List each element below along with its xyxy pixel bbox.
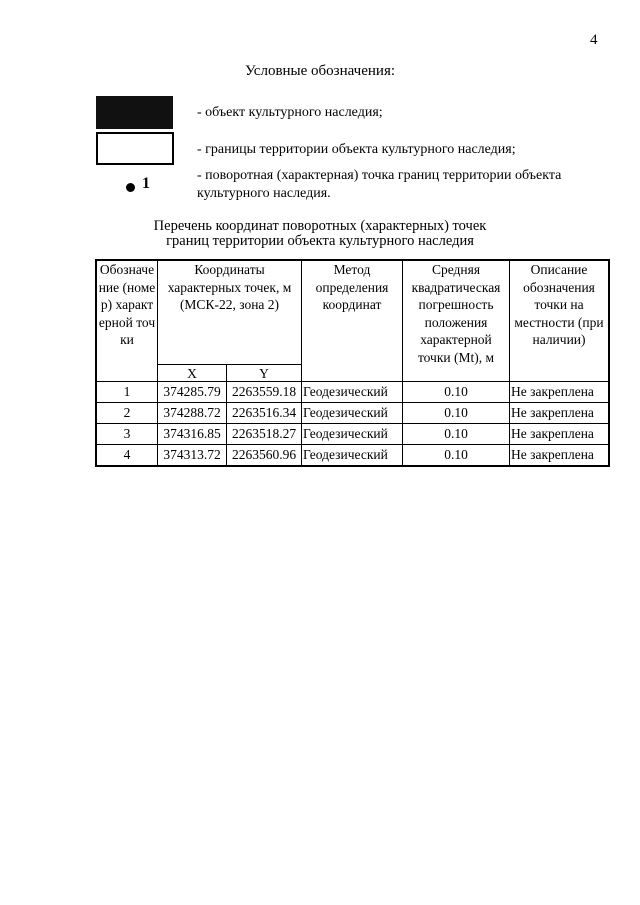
cell-description: Не закреплена bbox=[510, 424, 610, 445]
coordinates-list-title-line2: границ территории объекта культурного наследия bbox=[166, 233, 474, 249]
legend-item-heritage-object: - объект культурного наследия; bbox=[197, 105, 383, 120]
header-description: Описание обозначения точки на местности (при наличии) bbox=[510, 260, 610, 382]
heritage-object-swatch bbox=[96, 96, 173, 129]
cell-method: Геодезический bbox=[302, 445, 403, 467]
table-row bbox=[96, 403, 609, 424]
page-number: 4 bbox=[590, 32, 598, 48]
table-row bbox=[96, 445, 609, 467]
cell-point-id: 1 bbox=[96, 382, 158, 403]
legend-item-territory-boundary: - границы территории объекта культурного наследия; bbox=[197, 142, 516, 157]
cell-x: 374285.79 bbox=[158, 382, 227, 403]
coordinates-list-title-line1: Перечень координат поворотных (характерных) точек bbox=[153, 218, 487, 234]
table-row bbox=[96, 424, 609, 445]
cell-point-id: 3 bbox=[96, 424, 158, 445]
cell-error: 0.10 bbox=[403, 424, 510, 445]
cell-method: Геодезический bbox=[302, 424, 403, 445]
header-y: Y bbox=[227, 365, 302, 382]
territory-boundary-swatch bbox=[96, 132, 174, 165]
cell-description: Не закреплена bbox=[510, 403, 610, 424]
cell-x: 374316.85 bbox=[158, 424, 227, 445]
cell-method: Геодезический bbox=[302, 382, 403, 403]
turning-point-marker-label: 1 bbox=[142, 175, 150, 192]
cell-description: Не закреплена bbox=[510, 382, 610, 403]
coordinates-table bbox=[95, 259, 610, 467]
cell-y: 2263518.27 bbox=[227, 424, 302, 445]
cell-description: Не закреплена bbox=[510, 445, 610, 467]
cell-x: 374288.72 bbox=[158, 403, 227, 424]
table-row bbox=[96, 382, 609, 403]
header-point-id-text: Обозначение (номер) характерной точки bbox=[98, 262, 156, 347]
legend-item-turning-point: - поворотная (характерная) точка границ территории объекта культурного наследия. bbox=[197, 168, 562, 201]
cell-error: 0.10 bbox=[403, 382, 510, 403]
cell-point-id: 2 bbox=[96, 403, 158, 424]
legend-title: Условные обозначения: bbox=[244, 63, 396, 79]
header-x: X bbox=[158, 365, 227, 382]
cell-method: Геодезический bbox=[302, 403, 403, 424]
header-coordinates: Координаты характерных точек, м (МСК-22, зона 2) bbox=[158, 260, 302, 365]
cell-error: 0.10 bbox=[403, 403, 510, 424]
cell-error: 0.10 bbox=[403, 445, 510, 467]
turning-point-dot-icon bbox=[126, 183, 135, 192]
header-point-id bbox=[96, 260, 158, 382]
cell-y: 2263559.18 bbox=[227, 382, 302, 403]
cell-y: 2263560.96 bbox=[227, 445, 302, 467]
header-method: Метод определения координат bbox=[302, 260, 403, 382]
cell-point-id: 4 bbox=[96, 445, 158, 467]
coordinates-list-title bbox=[0, 219, 640, 249]
cell-y: 2263516.34 bbox=[227, 403, 302, 424]
header-error: Средняя квадратическая погрешность положения характерной точки (Mt), м bbox=[403, 260, 510, 382]
cell-x: 374313.72 bbox=[158, 445, 227, 467]
